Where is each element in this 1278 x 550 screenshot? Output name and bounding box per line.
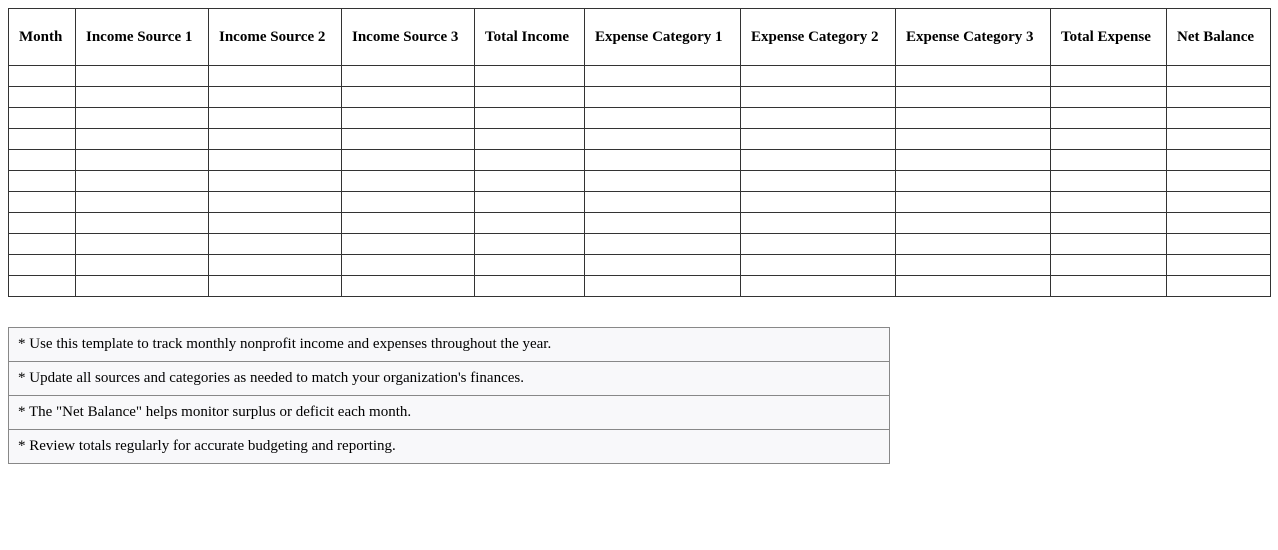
- table-cell[interactable]: [475, 108, 585, 129]
- table-cell[interactable]: [741, 66, 896, 87]
- table-cell[interactable]: [475, 234, 585, 255]
- table-cell[interactable]: [741, 192, 896, 213]
- table-cell[interactable]: [1051, 108, 1167, 129]
- table-body: [9, 66, 1271, 297]
- table-cell[interactable]: [209, 213, 342, 234]
- table-cell[interactable]: [1051, 276, 1167, 297]
- table-cell[interactable]: [9, 276, 76, 297]
- table-cell[interactable]: [342, 171, 475, 192]
- table-cell[interactable]: [896, 150, 1051, 171]
- table-cell[interactable]: [475, 150, 585, 171]
- table-cell[interactable]: [741, 87, 896, 108]
- table-cell[interactable]: [1051, 87, 1167, 108]
- table-row: [9, 192, 1271, 213]
- table-cell[interactable]: [585, 255, 741, 276]
- column-header: Month: [9, 9, 76, 66]
- table-cell[interactable]: [209, 150, 342, 171]
- table-row: [9, 255, 1271, 276]
- table-cell[interactable]: [896, 255, 1051, 276]
- budget-table: [8, 8, 1271, 297]
- column-header: Expense Category 3: [896, 9, 1051, 66]
- table-cell[interactable]: [209, 108, 342, 129]
- table-cell[interactable]: [1051, 129, 1167, 150]
- table-cell[interactable]: [9, 234, 76, 255]
- table-cell[interactable]: [342, 129, 475, 150]
- table-cell[interactable]: [585, 213, 741, 234]
- table-cell[interactable]: [76, 66, 209, 87]
- table-cell[interactable]: [1167, 171, 1271, 192]
- table-cell[interactable]: [1051, 213, 1167, 234]
- table-cell[interactable]: [741, 276, 896, 297]
- table-cell[interactable]: [741, 108, 896, 129]
- note-item: * The "Net Balance" helps monitor surplus or deficit each month.: [9, 395, 889, 429]
- table-cell[interactable]: [76, 192, 209, 213]
- table-row: [9, 213, 1271, 234]
- column-header: Total Expense: [1051, 9, 1167, 66]
- table-cell[interactable]: [9, 255, 76, 276]
- table-cell[interactable]: [209, 171, 342, 192]
- column-header: Income Source 3: [342, 9, 475, 66]
- table-cell[interactable]: [741, 255, 896, 276]
- table-cell[interactable]: [342, 276, 475, 297]
- table-cell[interactable]: [1051, 192, 1167, 213]
- table-cell[interactable]: [76, 129, 209, 150]
- table-cell[interactable]: [76, 276, 209, 297]
- table-cell[interactable]: [1167, 87, 1271, 108]
- table-cell[interactable]: [9, 213, 76, 234]
- table-cell[interactable]: [896, 276, 1051, 297]
- table-row: [9, 129, 1271, 150]
- table-cell[interactable]: [9, 192, 76, 213]
- table-cell[interactable]: [1051, 234, 1167, 255]
- table-cell[interactable]: [585, 234, 741, 255]
- note-item: * Use this template to track monthly nonprofit income and expenses throughout the year.: [18, 336, 552, 352]
- table-cell[interactable]: [585, 66, 741, 87]
- table-cell[interactable]: [342, 66, 475, 87]
- table-cell[interactable]: [342, 87, 475, 108]
- table-row: [9, 108, 1271, 129]
- table-cell[interactable]: [1167, 255, 1271, 276]
- table-cell[interactable]: [475, 171, 585, 192]
- note-item: * Review totals regularly for accurate budgeting and reporting.: [9, 429, 889, 463]
- table-cell[interactable]: [342, 150, 475, 171]
- table-cell[interactable]: [741, 129, 896, 150]
- table-cell[interactable]: [896, 129, 1051, 150]
- table-cell[interactable]: [1167, 213, 1271, 234]
- table-cell[interactable]: [209, 66, 342, 87]
- table-cell[interactable]: [209, 87, 342, 108]
- table-cell[interactable]: [9, 129, 76, 150]
- table-cell[interactable]: [1167, 234, 1271, 255]
- table-cell[interactable]: [9, 66, 76, 87]
- table-cell[interactable]: [585, 87, 741, 108]
- column-header: Expense Category 1: [585, 9, 741, 66]
- table-cell[interactable]: [741, 171, 896, 192]
- table-cell[interactable]: [741, 150, 896, 171]
- table-cell[interactable]: [475, 129, 585, 150]
- table-cell[interactable]: [1167, 276, 1271, 297]
- table-cell[interactable]: [76, 171, 209, 192]
- note-item: * Update all sources and categories as needed to match your organization's finances.: [9, 361, 889, 395]
- table-row: [9, 66, 1271, 87]
- table-cell[interactable]: [1051, 171, 1167, 192]
- table-row: [9, 276, 1271, 297]
- table-cell[interactable]: [9, 108, 76, 129]
- column-header: Net Balance: [1167, 9, 1271, 66]
- table-cell[interactable]: [342, 108, 475, 129]
- table-cell[interactable]: [896, 87, 1051, 108]
- table-cell[interactable]: [475, 192, 585, 213]
- table-cell[interactable]: [1167, 129, 1271, 150]
- table-cell[interactable]: [1051, 66, 1167, 87]
- table-cell[interactable]: [76, 234, 209, 255]
- table-cell[interactable]: [896, 234, 1051, 255]
- column-header: Income Source 1: [76, 9, 209, 66]
- table-cell[interactable]: [585, 192, 741, 213]
- header-row: [9, 9, 1271, 66]
- table-cell[interactable]: [342, 213, 475, 234]
- table-cell[interactable]: [896, 171, 1051, 192]
- table-cell[interactable]: [585, 129, 741, 150]
- table-cell[interactable]: [76, 108, 209, 129]
- table-cell[interactable]: [896, 66, 1051, 87]
- table-cell[interactable]: [342, 234, 475, 255]
- table-cell[interactable]: [1167, 150, 1271, 171]
- table-cell[interactable]: [585, 276, 741, 297]
- table-cell[interactable]: [475, 87, 585, 108]
- table-cell[interactable]: [896, 192, 1051, 213]
- table-cell[interactable]: [1051, 150, 1167, 171]
- table-cell[interactable]: [1167, 192, 1271, 213]
- table-cell[interactable]: [475, 276, 585, 297]
- table-cell[interactable]: [9, 171, 76, 192]
- table-row: [9, 87, 1271, 108]
- table-cell[interactable]: [209, 234, 342, 255]
- table-cell[interactable]: [585, 150, 741, 171]
- table-cell[interactable]: [475, 255, 585, 276]
- table-cell[interactable]: [342, 255, 475, 276]
- column-header: Expense Category 2: [741, 9, 896, 66]
- table-cell[interactable]: [76, 150, 209, 171]
- table-cell[interactable]: [475, 66, 585, 87]
- column-header: Total Income: [475, 9, 585, 66]
- table-cell[interactable]: [1167, 108, 1271, 129]
- table-row: [9, 234, 1271, 255]
- table-row: [9, 171, 1271, 192]
- table-cell[interactable]: [741, 234, 896, 255]
- table-cell[interactable]: [585, 171, 741, 192]
- table-cell[interactable]: [741, 213, 896, 234]
- table-cell[interactable]: [896, 213, 1051, 234]
- table-cell[interactable]: [9, 87, 76, 108]
- table-cell[interactable]: [896, 108, 1051, 129]
- table-cell[interactable]: [585, 108, 741, 129]
- table-cell[interactable]: [76, 213, 209, 234]
- column-header: Income Source 2: [209, 9, 342, 66]
- table-cell[interactable]: [209, 255, 342, 276]
- table-cell[interactable]: [209, 129, 342, 150]
- table-cell[interactable]: [1167, 66, 1271, 87]
- table-cell[interactable]: [9, 150, 76, 171]
- table-cell[interactable]: [1051, 255, 1167, 276]
- table-cell[interactable]: [475, 213, 585, 234]
- table-cell[interactable]: [76, 255, 209, 276]
- table-cell[interactable]: [209, 276, 342, 297]
- notes-box: [8, 327, 890, 464]
- table-cell[interactable]: [76, 87, 209, 108]
- table-cell[interactable]: [342, 192, 475, 213]
- table-cell[interactable]: [209, 192, 342, 213]
- table-row: [9, 150, 1271, 171]
